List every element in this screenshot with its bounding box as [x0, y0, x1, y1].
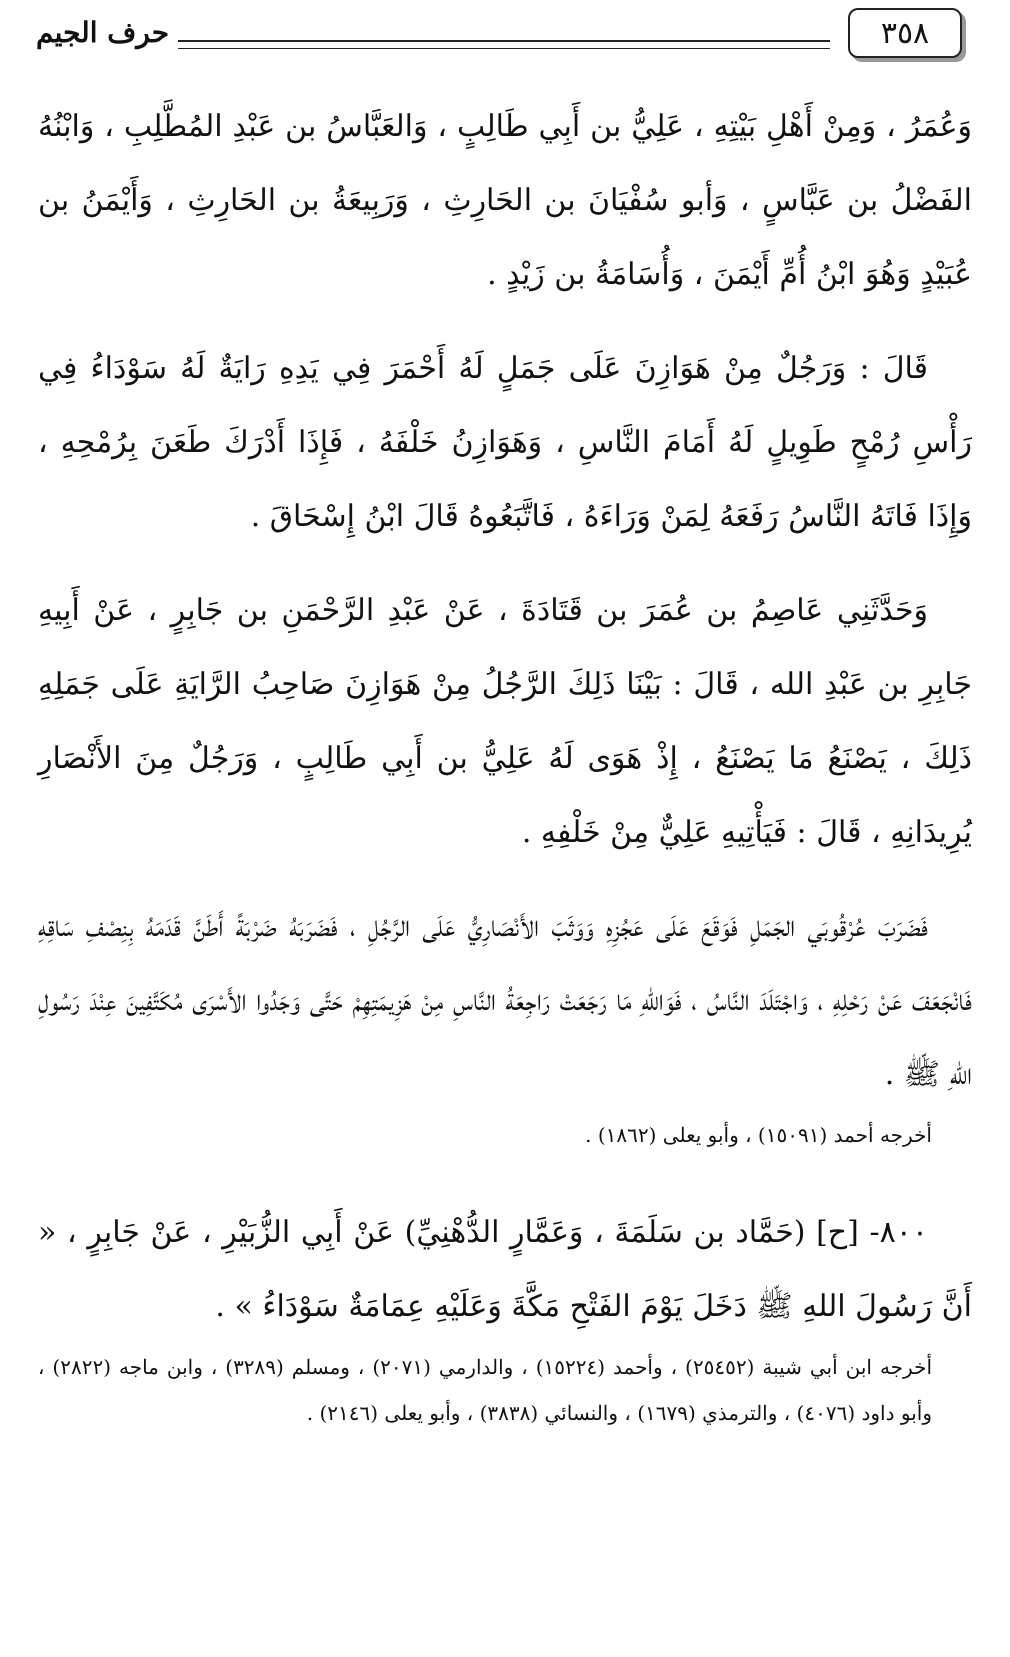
chapter-title: حرف الجيم [36, 16, 169, 49]
hadith-800: ٨٠٠- [ح] (حَمَّاد بن سَلَمَةَ ، وَعَمَّارٍ الدُّهْنِيِّ) عَنْ أَبِي الزُّبَيْرِ ، عَنْ جَابِرٍ ، « أَنَّ رَسُولَ اللهِ ﷺ دَخَلَ يَوْمَ الفَتْحِ مَكَّةَ وَعَلَيْهِ عِمَامَةٌ سَوْدَاءُ » . [38, 1215, 972, 1324]
paragraph-1: وَعُمَرُ ، وَمِنْ أَهْلِ بَيْتِهِ ، عَلِيُّ بن أَبِي طَالِبٍ ، وَالعَبَّاسُ بن عَبْدِ المُطَّلِبِ ، وَابْنُهُ الفَضْلُ بن عَبَّاسٍ ، وَأبو سُفْيَانَ بن الحَارِثِ ، وَرَبِيعَةُ بن الحَارِثِ ، وَأَيْمَنُ بن عُبَيْدٍ وَهُوَ ابْنُ أُمِّ أَيْمَنَ ، وَأُسَامَةُ بن زَيْدٍ . [38, 109, 972, 292]
page-header [0, 6, 1010, 66]
page-body [38, 90, 972, 1474]
paragraph-4: فَضَرَبَ عُرْقُوبَي الجَمَلِ فَوَقَعَ عَلَى عَجُزِهِ وَوَثَبَ الأَنْصَارِيُّ عَلَى الرَّجُلِ ، فَضَرَبَهُ ضَرْبَةً أَطَنَّ قَدَمَهُ بِنِصْفِ سَاقِهِ فَانْجَعَفَ عَنْ رَحْلِهِ ، وَاجْتَلَدَ النَّاسُ ، فَوَاللهِ مَا رَجَعَتْ رَاجِعَةُ النَّاسِ مِنْ هَزِيمَتِهِمْ حَتَّى وَجَدُوا الأَسْرَى مُكَتَّفِينَ عِنْدَ رَسُولِ اللهِ ﷺ . [38, 909, 972, 1092]
paragraph-3: وَحَدَّثَنِي عَاصِمُ بن عُمَرَ بن قَتَادَةَ ، عَنْ عَبْدِ الرَّحْمَنِ بن جَابِرٍ ، عَنْ أَبِيهِ جَابِرِ بن عَبْدِ الله ، قَالَ : بَيْنَا ذَلِكَ الرَّجُلُ مِنْ هَوَازِنَ صَاحِبُ الرَّايَةِ عَلَى جَمَلِهِ ذَلِكَ ، يَصْنَعُ مَا يَصْنَعُ ، إِذْ هَوَى لَهُ عَلِيُّ بن أَبِي طَالِبٍ ، وَرَجُلٌ مِنَ الأَنْصَارِ يُرِيدَانِهِ ، قَالَ : فَيَأْتِيهِ عَلِيٌّ مِنْ خَلْفِهِ . [38, 593, 972, 850]
header-rule [178, 40, 830, 42]
header-rule-thin [178, 48, 830, 49]
page-number-box [848, 8, 962, 58]
page-number: ٣٥٨ [880, 15, 930, 51]
paragraph-2: قَالَ : وَرَجُلٌ مِنْ هَوَازِنَ عَلَى جَمَلٍ لَهُ أَحْمَرَ فِي يَدِهِ رَايَةٌ لَهُ سَوْدَاءُ فِي رَأْسِ رُمْحٍ طَوِيلٍ لَهُ أَمَامَ النَّاسِ ، وَهَوَازِنُ خَلْفَهُ ، فَإِذَا أَدْرَكَ طَعَنَ بِرُمْحِهِ ، وَإِذَا فَاتَهُ النَّاسُ رَفَعَهُ لِمَنْ وَرَاءَهُ ، فَاتَّبَعُوهُ قَالَ ابْنُ إِسْحَاقَ . [38, 351, 972, 534]
footnote-takhrij-2: أخرجه ابن أبي شيبة (٢٥٤٥٢) ، وأحمد (١٥٢٢٤) ، والدارمي (٢٠٧١) ، ومسلم (٣٢٨٩) ، وابن ماجه (٢٨٢٢) ، وأبو داود (٤٠٧٦) ، والترمذي (١٦٧٩) ، والنسائي (٣٨٣٨) ، وأبو يعلى (٢١٤٦) . [38, 1355, 933, 1425]
footnote-takhrij-1: أخرجه أحمد (١٥٠٩١) ، وأبو يعلى (١٨٦٢) . [585, 1123, 932, 1147]
